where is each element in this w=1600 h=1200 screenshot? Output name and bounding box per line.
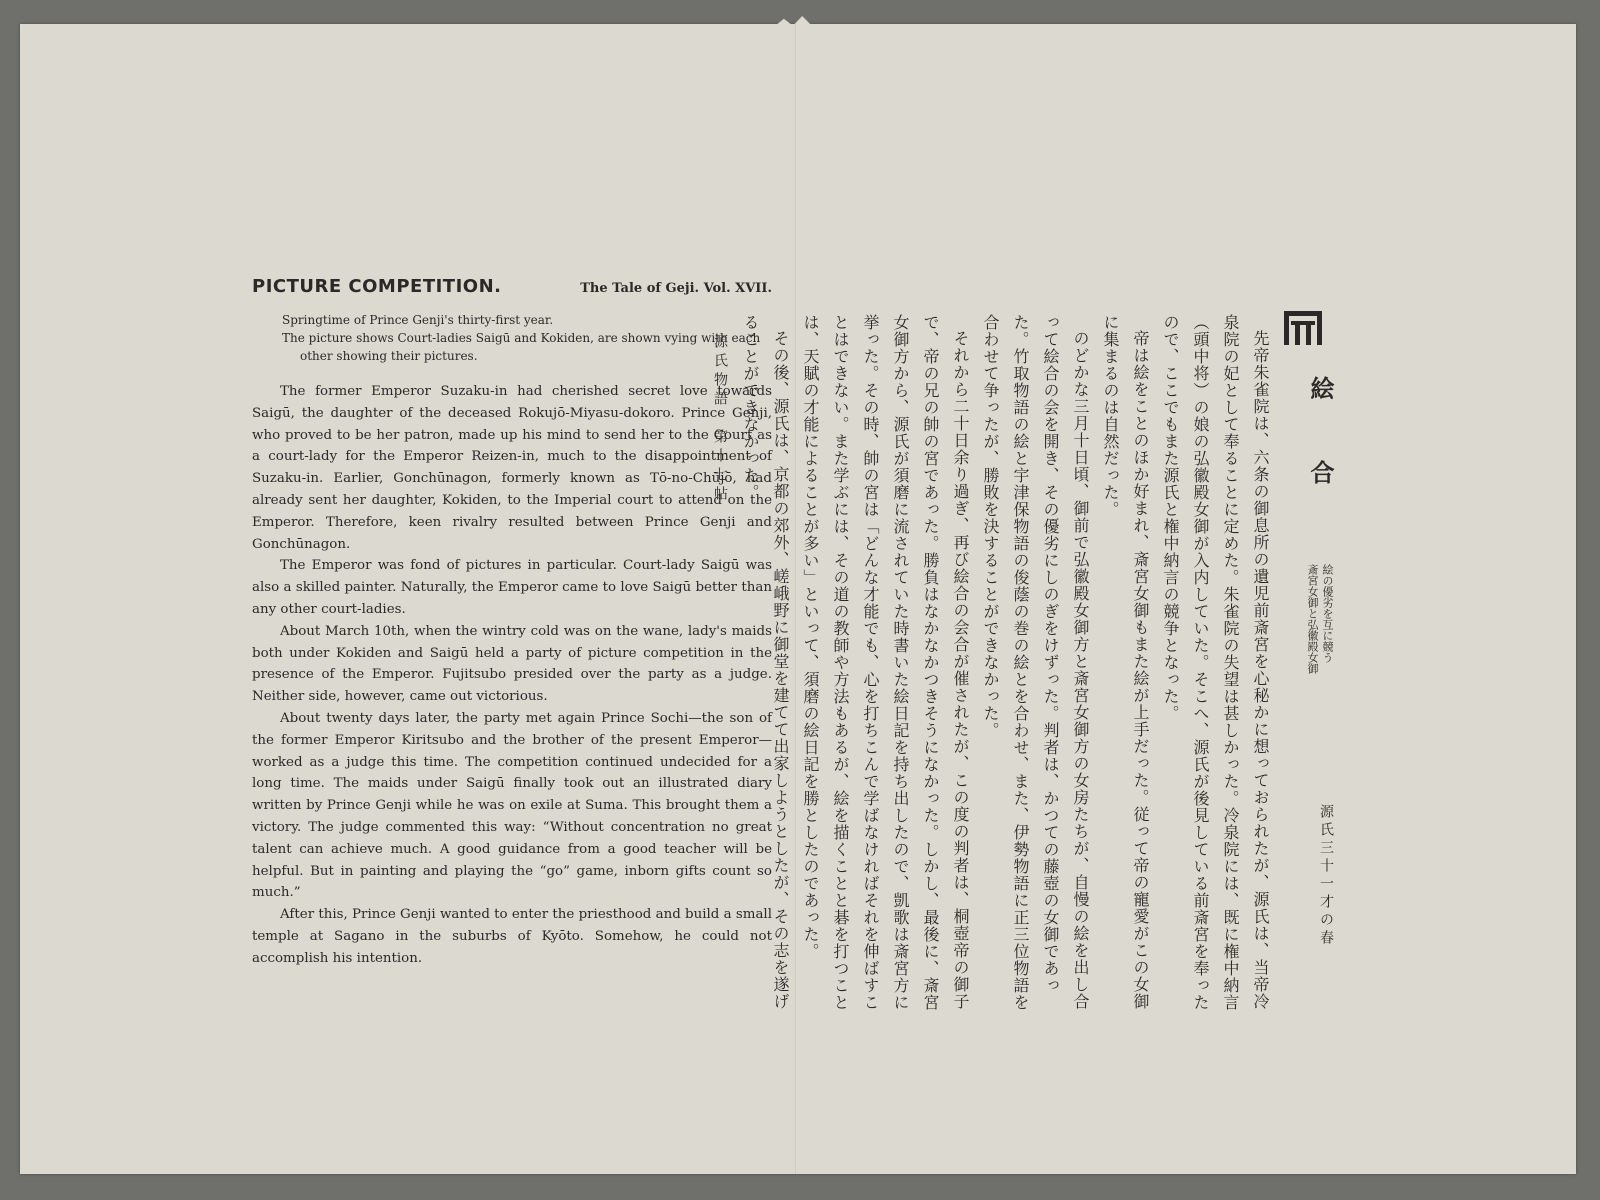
japanese-paragraph: それから二十日余り過ぎ、再び絵合の会合が催されたが、この度の判者は、桐壺帝の御子で、帝の兄の帥の宮であった。勝負はなかなかつきそうになかった。しかし、最後に、斎宮女御方から、源氏が須磨に流されていた時書いた絵日記を持ち出したので、凱歌は斎宮方に挙った。その時、帥の宮は「どんな才能でも、心を打ちこんで学ばなければそれを伸ばすことはできない。また学ぶには、その道の教師や方法もあるが、絵を描くことと碁を打つことは、天賦の才能によることが多い」といって、須磨の絵日記を勝としたのであった。 [801,314,970,1011]
japanese-subtitle-line: 絵の優劣を互に競う [1321,564,1334,663]
publisher-logo-icon [1283,307,1323,347]
english-paragraph: The former Emperor Suzaku-in had cherished secret love towards Saigū, the daughter of the deceased Rokujō-Miyasu-dokoro. Prince Genji, who proved to be her patron, made up his mind to send her to the Court as a court-lady for the Emperor Reizen-in, much to the disappointment of Suzaku-in. Earlier, Gonchūnagon, formerly known as Tō-no-Chūjō, had already sent her daughter, Kokiden, to the Imperial court to attend on the Emperor. Therefore, keen rivalry resulted between Prince Genji and Gonchūnagon. [252,384,772,552]
japanese-body [712,314,1275,1014]
english-subtitle-block [282,311,772,365]
english-paragraph: About March 10th, when the wintry cold was on the wane, lady's maids both under Kokiden and Saigū held a party of picture competition in the presence of the Emperor. Fujitsubo presided over the party as a judge. Neither side, however, came out victorious. [252,623,772,705]
paper-sheet [20,24,1576,1174]
english-paragraph: The Emperor was fond of pictures in particular. Court-lady Saigū was also a skilled painter. Naturally, the Emperor came to love Saigū better than any other court-ladies. [252,558,772,617]
english-subtitle: Springtime of Prince Genji's thirty-first year. [282,313,554,327]
volume-label: The Tale of Geji. Vol. XVII. [580,281,772,296]
japanese-subtitle [1305,564,1335,734]
english-paragraph: About twenty days later, the party met again Prince Sochi—the son of the former Emperor Kiritsubo and the brother of the present Emperor—worked as a judge this time. The competition continued undecided for a long time. The maids under Saigū finally took out an illustrated diary written by Prince Genji while he was on exile at Suma. This brought them a victory. The judge commented this way: “Without concentration no great talent can achieve much. A good guidance from a good teacher will be helpful. But in painting and playing the “go” game, inborn gifts count so much.” [252,710,772,901]
japanese-paragraph: のどかな三月十日頃、御前で弘徽殿女御方と斎宮女御方の女房たちが、自慢の絵を出し合って絵合の会を開き、その優劣にしのぎをけずった。判者は、かつての藤壺の女御であった。竹取物語の絵と宇津保物語の俊蔭の巻の絵とを合わせ、また、伊勢物語に正三位物語を合わせて争ったが、勝敗を決することができなかった。 [981,314,1090,1011]
english-body [252,381,772,970]
torn-edge [770,16,816,30]
japanese-age-label: 源氏三十一才の春 [1318,804,1334,948]
japanese-title: 絵合 [1306,376,1335,544]
japanese-paragraph: その後、源氏は、京都の郊外、嵯峨野に御堂を建てて出家しようとしたが、その志を遂げることができなかった。 [741,314,790,1010]
japanese-colophon: 源氏物語 第十七帖 [712,334,728,505]
english-column [252,276,772,970]
japanese-paragraph: 帝は絵をことのほか好まれ、斎宮女御もまた絵が上手だった。従って帝の寵愛がこの女御に集まるのは自然だった。 [1101,314,1150,1010]
english-header [252,276,772,297]
japanese-paragraph: 先帝朱雀院は、六条の御息所の遺児前斎宮を心秘かに想っておられたが、源氏は、当帝冷泉院の妃として奉ることに定めた。朱雀院の失望は甚しかった。冷泉院には、既に権中納言（頭中将）の娘の弘徽殿女御が入内していた。そこへ、源氏が後見している前斎宮を奉ったので、ここでもまた源氏と権中納言の競争となった。 [1161,314,1270,1011]
english-paragraph: After this, Prince Genji wanted to enter the priesthood and build a small temple at Sagano in the suburbs of Kyōto. Somehow, he could not accomplish his intention. [252,907,772,966]
japanese-subtitle-line: 斎宮女御と弘徽殿女御 [1306,564,1319,674]
english-title: PICTURE COMPETITION. [252,276,502,297]
picture-description: The picture shows Court-ladies Saigū and Kokiden, are shown vying with each other showing their pictures. [282,331,761,363]
